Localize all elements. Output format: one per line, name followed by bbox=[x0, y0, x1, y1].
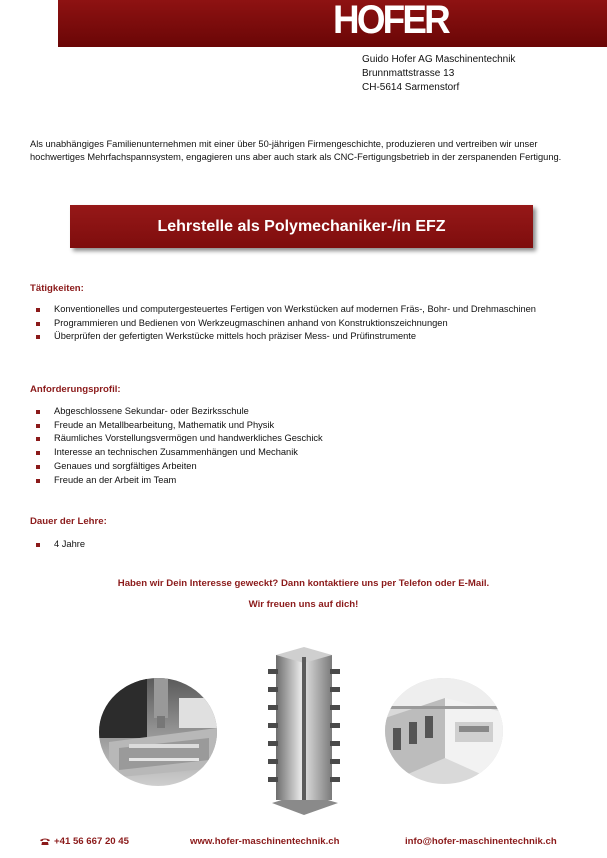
list-item: Programmieren und Bedienen von Werkzeugmaschinen anhand von Konstruktionszeichnungen bbox=[36, 317, 546, 331]
company-name: Guido Hofer AG Maschinentechnik bbox=[362, 54, 516, 65]
list-item: Freude an der Arbeit im Team bbox=[36, 474, 546, 488]
cta-line-2: Wir freuen uns auf dich! bbox=[248, 599, 359, 610]
intro-paragraph: Als unabhängiges Familienunternehmen mit einer über 50-jährigen Firmengeschichte, produzieren und vertreiben wir unser hochwertiges Mehrfachspannsystem, engagieren uns aber auch stark als CNC-Fertigungsbetrieb in der zerspanenden Fertigung. bbox=[30, 139, 562, 162]
footer-phone bbox=[40, 836, 129, 847]
list-taetigkeiten bbox=[36, 303, 546, 344]
footer-website[interactable]: www.hofer-maschinentechnik.ch bbox=[190, 836, 340, 847]
job-title: Lehrstelle als Polymechaniker-/in EFZ bbox=[157, 217, 446, 235]
heading-dauer: Dauer der Lehre: bbox=[30, 516, 107, 527]
footer-email[interactable]: info@hofer-maschinentechnik.ch bbox=[405, 836, 557, 847]
cta-line-1: Haben wir Dein Interesse geweckt? Dann kontaktiere uns per Telefon oder E-Mail. bbox=[117, 578, 490, 589]
phone-number: +41 56 667 20 45 bbox=[54, 836, 129, 847]
list-item: Überprüfen der gefertigten Werkstücke mittels hoch präziser Mess- und Prüfinstrumente bbox=[36, 330, 546, 344]
hofer-logo: HOFER bbox=[333, 0, 448, 42]
list-item: Interesse an technischen Zusammenhängen und Mechanik bbox=[36, 446, 546, 460]
list-item: Freude an Metallbearbeitung, Mathematik und Physik bbox=[36, 419, 546, 433]
list-anforderungsprofil bbox=[36, 405, 546, 487]
telephone-icon bbox=[40, 837, 50, 844]
clamping-tower-photo bbox=[258, 643, 350, 816]
list-item: Räumliches Vorstellungsvermögen und handwerkliches Geschick bbox=[36, 432, 546, 446]
list-item: 4 Jahre bbox=[36, 538, 546, 552]
list-item: Konventionelles und computergesteuertes Fertigen von Werkstücken auf modernen Fräs-, Bohr- und Drehmaschinen bbox=[36, 303, 546, 317]
company-street: Brunnmattstrasse 13 bbox=[362, 68, 455, 79]
list-item: Abgeschlossene Sekundar- oder Bezirksschule bbox=[36, 405, 546, 419]
list-item: Genaues und sorgfältiges Arbeiten bbox=[36, 460, 546, 474]
company-city: CH-5614 Sarmenstorf bbox=[362, 82, 460, 93]
machine-photo-left bbox=[99, 678, 217, 786]
job-title-banner bbox=[70, 205, 533, 248]
list-dauer bbox=[36, 538, 546, 552]
company-address bbox=[362, 53, 515, 95]
heading-anforderungsprofil: Anforderungsprofil: bbox=[30, 384, 121, 395]
heading-taetigkeiten: Tätigkeiten: bbox=[30, 283, 84, 294]
cnc-hall-photo bbox=[385, 678, 503, 784]
